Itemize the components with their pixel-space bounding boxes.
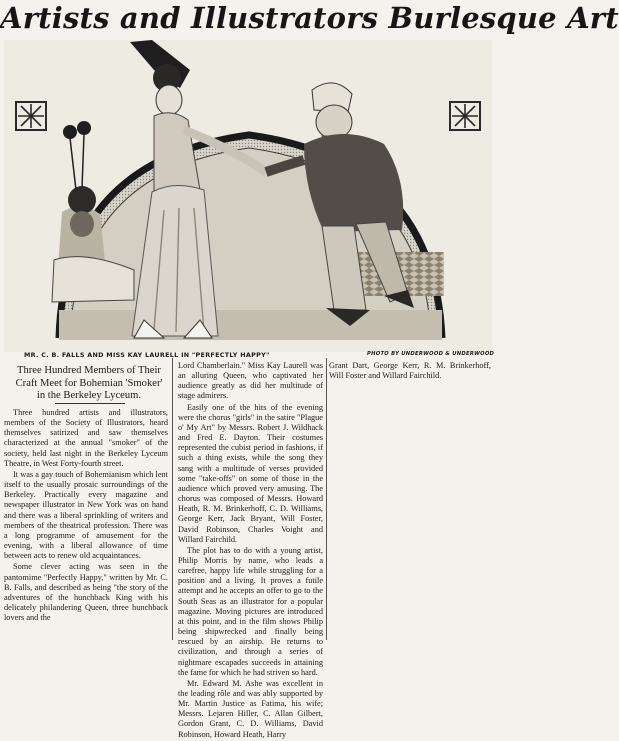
paragraph: Three hundred artists and illustrators, members of the Society of Illustrators, heard themselves satirized and saw themselves characterized at the annual "smoker" of the society, held last night in the Berkeley Lyceum Theatre, in West Forty-fourth street.	[4, 408, 168, 468]
paragraph: Grant Dart, George Kerr, R. M. Brinkerhoff, Will Foster and Willard Fairchild.	[329, 361, 491, 381]
paragraph: The plot has to do with a young artist, Philip Morris by name, who leads a carefree, happy life while struggling for a position and a living. It proves a futile attempt and he accepts an offer to go to the South Seas as an illustrator for a popular magazine. Moving pictures are introduced at this point, and in the film shows Philip being shipwrecked and finally being rescued by an airship. He returns to civilization, and through a series of nightmare escapades succeeds in attaining the fame for which he had striven so hard.	[178, 545, 323, 677]
paragraph: Mr. Edward M. Ashe was excellent in the leading rôle and was ably supported by Mr. Martin Justice as Fatima, his wife; Messrs. Lejaren Hiller, C. Allan Gilbert, Gordon Grant, C. D. Williams, David Robinson, Howard Heath, Harry	[178, 678, 323, 739]
paragraph: Easily one of the hits of the evening were the chorus "girls" in the satire "Plague o' My Art" by Messrs. Robert J. Wildhack and Fred E. Dayton. Their costumes represented the cubist period in fashions, if such a thing exists, while the song they sang with a multitude of verses provided some "take-offs" on some of those in the audience which proved very amusing. The chorus was composed of Messrs. Howard Heath, R. M. Brinkerhoff, C. D. Williams, George Kerr, Jack Bryant, Will Foster, David Robinson, Charles Voight and Willard Fairchild.	[178, 402, 323, 544]
paragraph: Lord Chamberlain." Miss Kay Laurell was an alluring Queen, who captivated her audience greatly as did her multitude of stage admirers.	[178, 361, 323, 401]
article-column-middle	[178, 361, 323, 741]
photo-credit: PHOTO BY UNDERWOOD & UNDERWOOD	[367, 351, 495, 357]
headline: Artists and Illustrators Burlesque Art	[0, 1, 619, 35]
article-subhead: Three Hundred Members of Their Craft Meet for Bohemian 'Smoker' in the Berkeley Lyceum.	[15, 365, 163, 402]
column-divider-2	[326, 358, 327, 640]
paragraph: Some clever acting was seen in the pantomime "Perfectly Happy," written by Mr. C. B. Falls, and described as being "the story of the adventures of the hunchback King with his delicately philandering Queen, three hunchback lovers and the	[4, 562, 168, 623]
article-column-left	[4, 408, 168, 624]
paragraph: It was a gay touch of Bohemianism which lent itself to the usually prosaic surroundings of the Berkeley. Practically every magazine and newspaper illustrator in New York was on hand and there was a liberal sprinkling of writers and members of the theatrical profession. There was a long programme of amusement for the evening, with a liberal allowance of time between acts to renew old acquaintances.	[4, 469, 168, 561]
photograph	[4, 40, 492, 352]
stage-photo-illustration	[4, 40, 492, 352]
subhead-rule	[55, 403, 125, 404]
article-column-right	[329, 361, 491, 382]
column-divider-1	[172, 358, 173, 640]
caption-text: MR. C. B. FALLS AND MISS KAY LAURELL IN "PERFECTLY HAPPY"	[24, 351, 270, 359]
